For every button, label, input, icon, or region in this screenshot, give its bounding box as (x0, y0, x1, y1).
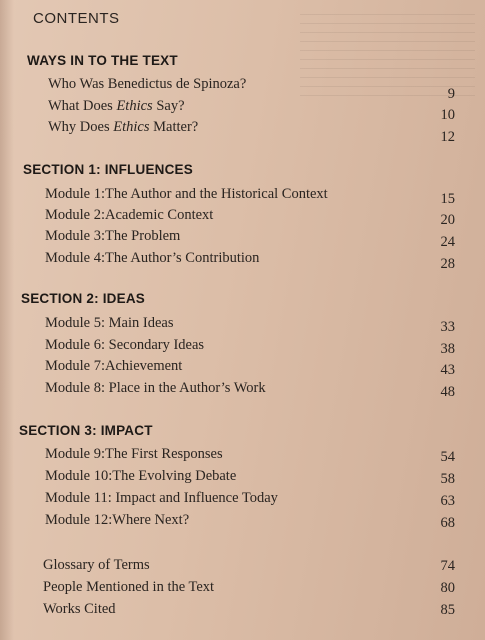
toc-page-number: 80 (440, 580, 455, 596)
toc-entry[interactable] (45, 512, 189, 529)
toc-entry-label: Module 10:The Evolving Debate (45, 468, 237, 484)
toc-entry-label: People Mentioned in the Text (43, 579, 215, 595)
toc-entry[interactable] (45, 358, 182, 375)
toc-entry-label-italic: Ethics (113, 119, 150, 135)
toc-entry-label: Glossary of Terms (43, 557, 150, 573)
toc-entry[interactable] (45, 315, 173, 332)
toc-entry-label: Module 2:Academic Context (45, 207, 214, 223)
toc-page-number: 85 (440, 602, 455, 618)
toc-entry[interactable] (45, 186, 328, 203)
toc-page-number: 43 (440, 362, 455, 378)
toc-entry-label: Who Was Benedictus de Spinoza? (48, 76, 247, 92)
toc-page-number: 38 (440, 341, 455, 357)
section-heading-ways-in: WAYS IN TO THE TEXT (27, 53, 178, 68)
toc-entry-label: Module 9:The First Responses (45, 446, 223, 462)
toc-page-number: 24 (440, 234, 455, 250)
page-spine-shadow (0, 0, 14, 640)
toc-entry[interactable] (45, 490, 278, 507)
toc-page-number: 58 (440, 471, 455, 487)
toc-page-number: 28 (440, 256, 455, 272)
toc-entry-label: Module 11: Impact and Influence Today (45, 490, 278, 506)
toc-entry-label-part: Say? (152, 98, 185, 114)
toc-entry[interactable] (45, 337, 204, 354)
toc-page-number: 74 (440, 558, 455, 574)
toc-entry[interactable] (45, 446, 223, 463)
toc-entry[interactable] (45, 380, 266, 397)
toc-page-number: 9 (447, 86, 455, 102)
toc-page-number: 20 (440, 212, 455, 228)
section-heading-impact: SECTION 3: IMPACT (19, 423, 153, 438)
toc-entry[interactable] (48, 76, 246, 93)
toc-entry[interactable] (48, 98, 185, 115)
contents-title: CONTENTS (33, 10, 120, 27)
toc-page-number: 10 (440, 107, 455, 123)
toc-entry-label: Module 6: Secondary Ideas (45, 337, 205, 353)
toc-entry[interactable] (45, 207, 213, 224)
toc-entry[interactable] (45, 250, 259, 267)
toc-page-number: 54 (440, 449, 455, 465)
section-heading-influences: SECTION 1: INFLUENCES (23, 162, 193, 177)
toc-page-number: 15 (440, 191, 455, 207)
toc-entry-label-italic: Ethics (116, 98, 153, 114)
toc-page-number: 33 (440, 319, 455, 335)
toc-entry[interactable] (45, 228, 180, 245)
toc-entry-label-part: Why Does (48, 119, 114, 135)
toc-entry-label-part: Matter? (149, 119, 199, 135)
toc-entry-label: Module 12:Where Next? (45, 512, 190, 528)
toc-entry-label: Module 4:The Author’s Contribution (45, 250, 260, 266)
toc-entry-label: Module 7:Achievement (45, 358, 183, 374)
toc-entry[interactable] (43, 557, 150, 574)
toc-entry-label: Module 3:The Problem (45, 228, 181, 244)
toc-page-number: 63 (440, 493, 455, 509)
toc-page-number: 48 (440, 384, 455, 400)
toc-entry[interactable] (48, 119, 198, 136)
toc-page-number: 12 (440, 129, 455, 145)
toc-page-number: 68 (440, 515, 455, 531)
section-heading-ideas: SECTION 2: IDEAS (21, 291, 145, 306)
toc-entry[interactable] (43, 579, 214, 596)
toc-entry-label-part: What Does (48, 98, 117, 114)
toc-entry[interactable] (45, 468, 236, 485)
toc-entry-label: Works Cited (43, 601, 116, 617)
toc-entry[interactable] (43, 601, 116, 618)
toc-entry-label: Module 5: Main Ideas (45, 315, 174, 331)
toc-entry-label: Module 1:The Author and the Historical Context (45, 186, 328, 202)
toc-entry-label: Module 8: Place in the Author’s Work (45, 380, 266, 396)
